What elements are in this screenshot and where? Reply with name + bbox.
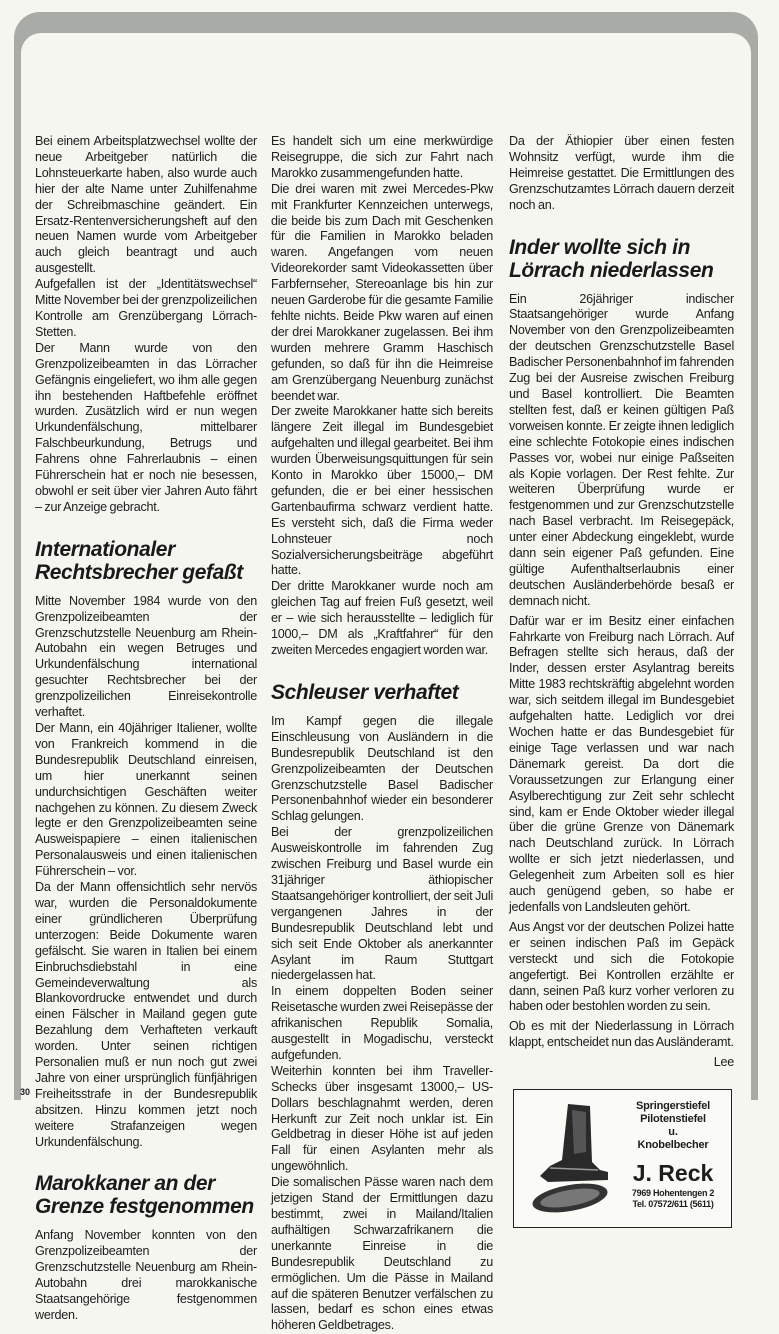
boot-icon: [528, 1102, 618, 1217]
article-paragraph: Die drei waren mit zwei Mercedes-Pkw mit Frankfurter Kennzeichen unterwegs, die beide bis zum Dach mit Geschenken für die Familien in Marokko beladen waren. Angefangen vom neuen Videorekorder samt Videokassetten über Farbfernseher, Stereoanlage bis hin zur neuen Garderobe für die gesamte Familie fehlte nichts. Beide Pkw waren auf einen der drei Marokkaner zugelassen. Bei ihm wurden mehrere Gramm Haschisch gefunden, so daß für ihn die Heimreise am Grenzübergang Neuenburg zunächst beendet war.: [271, 181, 493, 403]
ad-line: Knobelbecher: [637, 1139, 709, 1152]
article-paragraph: Ein 26jähriger indischer Staatsangehöriger wurde Anfang November von den Grenzpolizeibeamten der deutschen Grenzschutzstelle Basel Badischer Personenbahnhof im fahrenden Zug bei der Ausreise zwischen Freiburg und Basel kontrolliert. Die Beamten stellten fest, daß er keinen gültigen Paß vorweisen konnte. Er zeigte ihnen lediglich eine schlechte Fotokopie eines indischen Passes vor, wobei nur einige Paßseiten als Kopie vorlagen. Der Rest fehlte. Zur weiteren Überprüfung wurde er festgenommen und zur Grenzschutzstelle nach Basel verbracht. Im Reisegepäck, unter einer Abdeckung eingeklebt, wurde dann sein eigener Paß gefunden. Eine gültige Aufenthaltserlaubnis einer deutschen Ausländerbehörde besaß er demnach nicht.: [509, 291, 734, 608]
author-signature: Lee: [713, 1055, 734, 1070]
article-paragraph: Ob es mit der Niederlassung in Lörrach klappt, entscheidet nun das Ausländeramt.: [509, 1019, 734, 1050]
page-number: 30: [20, 1087, 31, 1097]
article-column-2: [271, 134, 493, 1334]
article-paragraph: Da der Mann offensichtlich sehr nervös war, wurden die Personaldokumente einer gründlicheren Überprüfung unterzogen: Beide Dokumente waren gefälscht. Sie waren in Italien bei einem Einbruchsdiebstahl in eine Gemeindeverwaltung als Blankovordrucke entwendet und durch einen Fälscher in Mailand gegen gute Bezahlung dem Verhafteten verkauft worden. Unter seinen richtigen Personalien muß er nun noch gut zwei Jahre von einer ursprünglich fünfjährigen Freiheitsstrafe in der Bundesrepublik absitzen. Hinzu kommen jetzt noch weitere Strafanzeigen wegen Urkundenfälschung.: [35, 880, 257, 1149]
article-paragraph: Anfang November konnten von den Grenzpolizeibeamten der Grenzschutzstelle Neuenburg am Rhein-Autobahn drei marokkanische Staatsangehörige festgenommen werden.: [35, 1228, 257, 1322]
article-paragraph: Es handelt sich um eine merkwürdige Reisegruppe, die sich zur Fahrt nach Marokko zusammengefunden hatte.: [271, 134, 493, 180]
article-headline: Marokkaner an der Grenze festgenommen: [35, 1172, 254, 1219]
article-paragraph: Der Mann, ein 40jähriger Italiener, wollte von Frankreich kommend in die Bundesrepublik Deutschland einreisen, um hier unerkannt seinen undurchsichtigen Geschäften weiter nachgehen zu können. Zu diesem Zweck legte er den Grenzpolizeibeamten seine Ausweispapiere – einen italienischen Personalausweis und einen italienischen Führerschein – vor.: [35, 721, 257, 879]
ad-line: u.: [668, 1126, 678, 1139]
article-paragraph: Dafür war er im Besitz einer einfachen Fahrkarte von Freiburg nach Lörrach. Auf Befragen stellte sich heraus, daß der Inder, dessen erster Asylantrag bereits Mitte 1983 rechtskräftig abgelehnt worden war, sich seitdem illegal im Bundesgebiet aufgehalten hatte. Lediglich vor drei Wochen hatte er das Bundesgebiet für einige Tage verlassen und war nach Dänemark gereist. Da dort die Voraussetzungen zur Erlangung einer Asylberechtigung zur Zeit sehr schlecht sind, kam er Ende Oktober wieder illegal über die grüne Grenze von Dänemark nach Deutschland zurück. In Lörrach wollte er sich jetzt niederlassen, und Gelegenheit zum Arbeiten soll es hier auch genügend geben, so habe er jedenfalls von Landsleuten gehört.: [509, 613, 734, 914]
article-column-1: [35, 134, 257, 1324]
article-paragraph: Da der Äthiopier über einen festen Wohnsitz verfügt, wurde ihm die Heimreise gestattet. Die Ermittlungen des Grenzschutzamtes Lörrach dauern derzeit noch an.: [509, 134, 734, 212]
article-headline: Internationaler Rechtsbrecher gefaßt: [35, 537, 243, 584]
article-paragraph: Weiterhin konnten bei ihm Traveller-Schecks über insgesamt 13000,– US-Dollars beschlagnahmt werden, deren Herkunft zur Zeit noch unklar ist. Ein Geldbetrag in dieser Höhe ist auf jeden Fall für einen Asylanten mehr als ungewöhnlich.: [271, 1063, 493, 1174]
article-paragraph: Bei einem Arbeitsplatzwechsel wollte der neue Arbeitgeber natürlich die Lohnsteuerkarte haben, also wurde auch hier der alte Name unter Zuhilfenahme der Schreibmaschine geändert. Ein Ersatz-Rentenversicherungsheft auf den neuen Namen wurde vom Arbeitgeber auch gleich beantragt und auch ausgestellt.: [35, 134, 257, 276]
article-paragraph: Der zweite Marokkaner hatte sich bereits längere Zeit illegal im Bundesgebiet aufgehalten und illegal gearbeitet. Bei ihm wurden Überweisungsquittungen für sein Konto in Marokko über 15000,– DM gefunden, die er bei einer hessischen Gartenbaufirma schwarz verdient hatte. Es versteht sich, daß die Firma weder Lohnsteuer noch Sozialversicherungsbeiträge abgeführt hatte.: [271, 404, 493, 578]
article-paragraph: Die somalischen Pässe waren nach dem jetzigen Stand der Ermittlungen dazu bestimmt, zwei in Mailand/Italien aufhältigen Schwarzafrikanern die unerkannte Einreise in die Bundesrepublik Deutschland zu ermöglichen. Um die Pässe in Mailand auf die späteren Benutzer verfälschen zu lassen, bedarf es schon eines etwas höheren Geldbetrages.: [271, 1175, 493, 1333]
advertisement-box: [513, 1089, 732, 1228]
ad-company-name: J. Reck: [632, 1160, 714, 1187]
article-paragraph: Bei der grenzpolizeilichen Ausweiskontrolle im fahrenden Zug zwischen Freiburg und Basel wurde ein 31jähriger äthiopischer Staatsangehöriger kontrolliert, der seit Juli vergangenen Jahres in der Bundesrepublik Deutschland lebt und sich seit Ende Oktober als anerkannter Asylant im Raum Stuttgart niedergelassen hat.: [271, 825, 493, 983]
page-frame-right: [751, 40, 758, 1100]
article-column-3: [509, 134, 734, 1228]
article-paragraph: Mitte November 1984 wurde von den Grenzpolizeibeamten der Grenzschutzstelle Neuenburg am Rhein-Autobahn ein wegen Betruges und Urkundenfälschung international gesuchter Rechtsbrecher bei der grenzpolizeilichen Einreisekontrolle verhaftet.: [35, 593, 257, 720]
article-headline: Inder wollte sich in Lörrach niederlassen: [509, 235, 714, 282]
article-paragraph: Der Mann wurde von den Grenzpolizeibeamten in das Lörracher Gefängnis eingeliefert, wo ihm alle gegen ihn bestehenden Haftbefehle eröffnet wurden. Zusätzlich wird er nun wegen Urkundenfälschung, mittelbarer Falschbeurkundung, Betrugs und Fahrens ohne Fahrerlaubnis – einen Führerschein hat er noch nie besessen, obwohl er seit über vier Jahren Auto fährt – zur Anzeige gebracht.: [35, 340, 257, 514]
ad-address: 7969 Hohentengen 2: [631, 1188, 715, 1199]
article-paragraph: Der dritte Marokkaner wurde noch am gleichen Tag auf freien Fuß gesetzt, weil er – wie sich herausstellte – lediglich für 1000,– DM als „Kraftfahrer“ für den zweiten Mercedes engagiert worden war.: [271, 579, 493, 657]
page-frame-left: [14, 40, 21, 1100]
article-paragraph: In einem doppelten Boden seiner Reisetasche wurden zwei Reisepässe der afrikanischen Republik Somalia, ausgestellt in Mogadischu, versteckt aufgefunden.: [271, 984, 493, 1062]
article-paragraph: Aus Angst vor der deutschen Polizei hatte er seinen indischen Paß im Gepäck versteckt und sich die Fotokopie angefertigt. Bei Kontrollen erzählte er dann, seinen Paß kurz vorher verloren zu haben oder bestohlen worden zu sein.: [509, 919, 734, 1014]
article-paragraph: Aufgefallen ist der „Identitätswechsel“ Mitte November bei der grenzpolizeilichen Kontrolle am Grenzübergang Lörrach-Stetten.: [35, 277, 257, 339]
article-headline: Schleuser verhaftet: [271, 680, 459, 704]
ad-text: [619, 1100, 727, 1210]
ad-line: Springerstiefel: [635, 1100, 711, 1113]
ad-line: Pilotenstiefel: [640, 1113, 706, 1126]
article-paragraph: Im Kampf gegen die illegale Einschleusung von Ausländern in die Bundesrepublik Deutschland ist den Grenzpolizeibeamten der Deutschen Grenzschutzstelle Basel Badischer Personenbahnhof wieder ein besonderer Schlag gelungen.: [271, 713, 493, 824]
ad-phone: Tel. 07572/611 (5611): [632, 1199, 714, 1210]
